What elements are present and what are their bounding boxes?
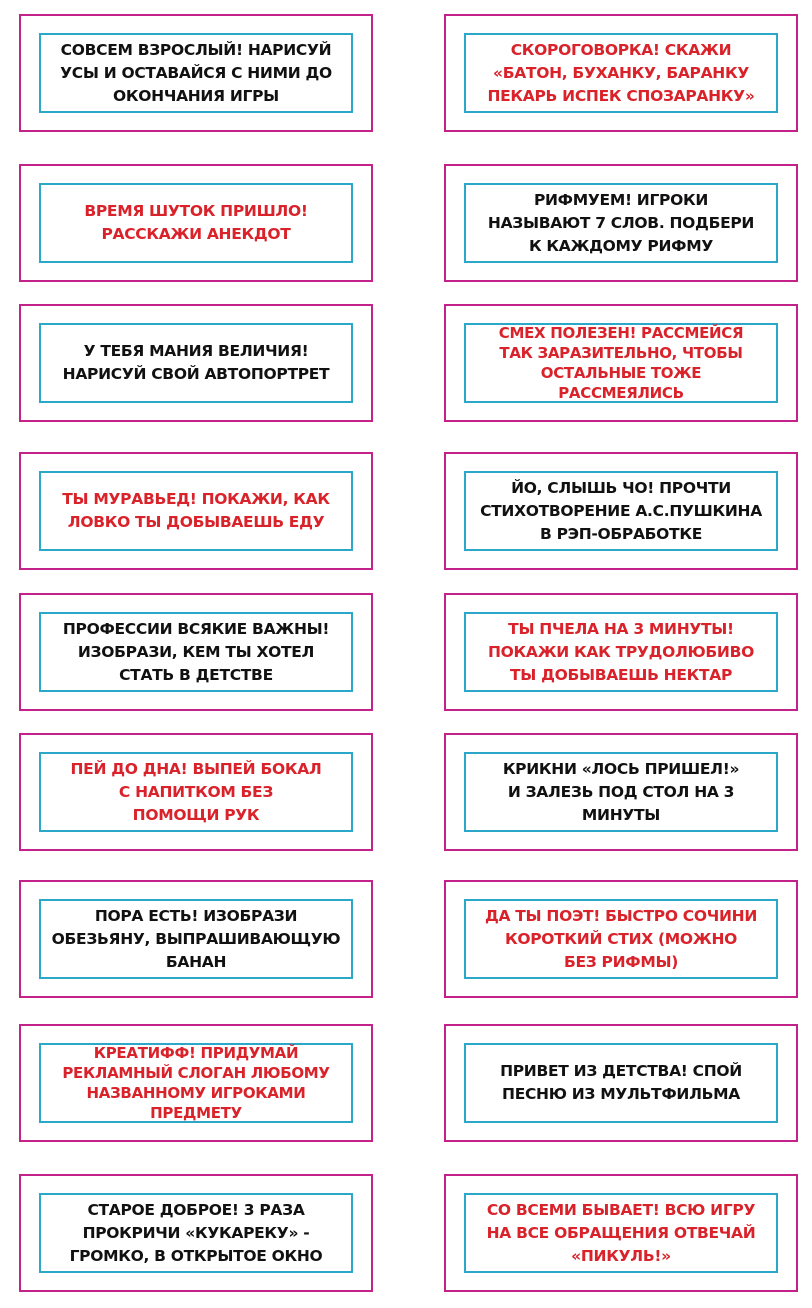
card-inner-frame <box>39 183 353 263</box>
card-text: У ТЕБЯ МАНИЯ ВЕЛИЧИЯ! НАРИСУЙ СВОЙ АВТОПОРТРЕТ <box>62 342 330 383</box>
task-card <box>19 1024 373 1142</box>
task-card <box>19 733 373 851</box>
task-card <box>444 1174 798 1292</box>
card-text: ПРОФЕССИИ ВСЯКИЕ ВАЖНЫ! ИЗОБРАЗИ, КЕМ ТЫ ХОТЕЛ СТАТЬ В ДЕТСТВЕ <box>62 619 330 684</box>
card-text: ЙО, СЛЫШЬ ЧО! ПРОЧТИ СТИХОТВОРЕНИЕ А.С.ПУШКИНА В РЭП-ОБРАБОТКЕ <box>480 478 762 543</box>
task-card <box>444 593 798 711</box>
task-card <box>19 14 373 132</box>
task-card <box>19 880 373 998</box>
task-card <box>444 1024 798 1142</box>
task-card <box>444 733 798 851</box>
card-text: ДА ТЫ ПОЭТ! БЫСТРО СОЧИНИ КОРОТКИЙ СТИХ (МОЖНО БЕЗ РИФМЫ) <box>484 906 758 971</box>
task-card <box>19 164 373 282</box>
card-text: СМЕХ ПОЛЕЗЕН! РАССМЕЙСЯ ТАК ЗАРАЗИТЕЛЬНО, ЧТОБЫ ОСТАЛЬНЫЕ ТОЖЕ РАССМЕЯЛИСЬ <box>498 324 744 402</box>
card-text: КРИКНИ «ЛОСЬ ПРИШЕЛ!» И ЗАЛЕЗЬ ПОД СТОЛ НА 3 МИНУТЫ <box>502 759 740 824</box>
card-inner-frame <box>39 899 353 979</box>
card-inner-frame <box>464 752 778 832</box>
card-inner-frame <box>39 33 353 113</box>
task-card <box>444 452 798 570</box>
card-text: РИФМУЕМ! ИГРОКИ НАЗЫВАЮТ 7 СЛОВ. ПОДБЕРИ К КАЖДОМУ РИФМУ <box>487 190 755 255</box>
card-inner-frame <box>39 471 353 551</box>
card-text: ВРЕМЯ ШУТОК ПРИШЛО! РАССКАЖИ АНЕКДОТ <box>84 202 308 243</box>
task-card <box>444 14 798 132</box>
card-inner-frame <box>39 612 353 692</box>
task-card <box>444 164 798 282</box>
card-inner-frame <box>464 1043 778 1123</box>
card-inner-frame <box>464 1193 778 1273</box>
card-inner-frame <box>464 323 778 403</box>
card-inner-frame <box>464 183 778 263</box>
card-text: КРЕАТИФФ! ПРИДУМАЙ РЕКЛАМНЫЙ СЛОГАН ЛЮБОМУ НАЗВАННОМУ ИГРОКАМИ ПРЕДМЕТУ <box>62 1044 330 1122</box>
card-text: СКОРОГОВОРКА! СКАЖИ «БАТОН, БУХАНКУ, БАРАНКУ ПЕКАРЬ ИСПЕК СПОЗАРАНКУ» <box>487 40 755 105</box>
task-card <box>19 593 373 711</box>
card-text: СОВСЕМ ВЗРОСЛЫЙ! НАРИСУЙ УСЫ И ОСТАВАЙСЯ С НИМИ ДО ОКОНЧАНИЯ ИГРЫ <box>60 40 332 105</box>
task-card <box>19 1174 373 1292</box>
card-text: СО ВСЕМИ БЫВАЕТ! ВСЮ ИГРУ НА ВСЕ ОБРАЩЕНИЯ ОТВЕЧАЙ «ПИКУЛЬ!» <box>486 1200 756 1265</box>
card-text: СТАРОЕ ДОБРОЕ! 3 РАЗА ПРОКРИЧИ «КУКАРЕКУ» - ГРОМКО, В ОТКРЫТОЕ ОКНО <box>69 1200 323 1265</box>
card-inner-frame <box>464 612 778 692</box>
task-card <box>444 304 798 422</box>
card-inner-frame <box>39 323 353 403</box>
card-text: ПОРА ЕСТЬ! ИЗОБРАЗИ ОБЕЗЬЯНУ, ВЫПРАШИВАЮЩУЮ БАНАН <box>51 906 341 971</box>
card-inner-frame <box>39 752 353 832</box>
card-inner-frame <box>464 899 778 979</box>
card-inner-frame <box>39 1193 353 1273</box>
card-text: ТЫ ПЧЕЛА НА 3 МИНУТЫ! ПОКАЖИ КАК ТРУДОЛЮБИВО ТЫ ДОБЫВАЕШЬ НЕКТАР <box>488 619 754 684</box>
task-card <box>444 880 798 998</box>
card-inner-frame <box>464 471 778 551</box>
card-text: ТЫ МУРАВЬЕД! ПОКАЖИ, КАК ЛОВКО ТЫ ДОБЫВАЕШЬ ЕДУ <box>62 490 330 531</box>
card-inner-frame <box>464 33 778 113</box>
card-inner-frame <box>39 1043 353 1123</box>
task-card <box>19 304 373 422</box>
card-text: ПРИВЕТ ИЗ ДЕТСТВА! СПОЙ ПЕСНЮ ИЗ МУЛЬТФИЛЬМА <box>500 1062 742 1103</box>
task-card <box>19 452 373 570</box>
card-text: ПЕЙ ДО ДНА! ВЫПЕЙ БОКАЛ С НАПИТКОМ БЕЗ ПОМОЩИ РУК <box>70 759 322 824</box>
